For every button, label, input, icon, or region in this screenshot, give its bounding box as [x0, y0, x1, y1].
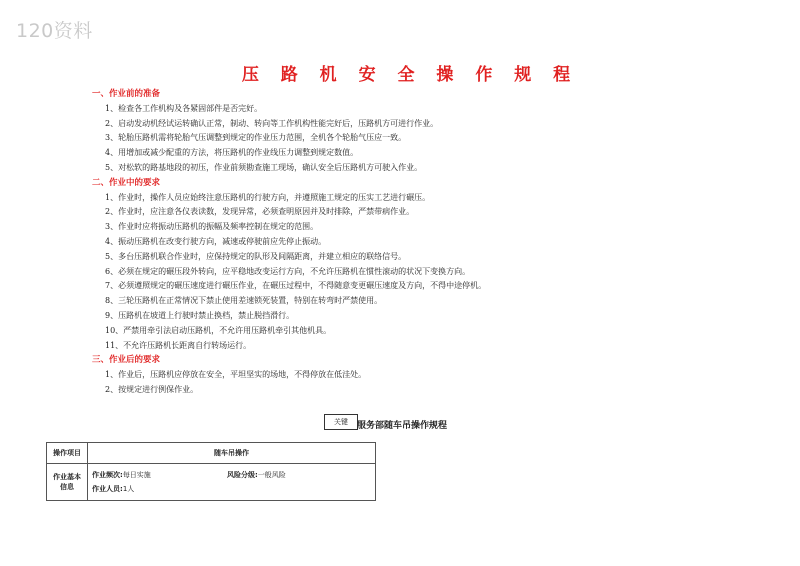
list-item: 2、启动发动机经试运转确认正常，制动、转向等工作机构性能完好后，压路机方可进行作业。 — [105, 118, 439, 128]
section-before-work — [92, 87, 712, 176]
staff-label: 作业人员: — [92, 485, 123, 493]
table-row — [47, 443, 376, 464]
list-item: 4、用增加或减少配重的方法，将压路机的作业线压力调整到规定数值。 — [105, 148, 359, 158]
list-item: 7、必须遵照规定的碾压速度进行碾压作业，在碾压过程中，不得随意变更碾压速度及方向，不得中途停机。 — [105, 281, 487, 291]
frequency-field — [92, 468, 227, 482]
basic-info-cell — [88, 464, 376, 501]
frequency-value: 每日实施 — [122, 471, 151, 479]
section-during-work — [92, 176, 712, 354]
list-item: 8、三轮压路机在正常情况下禁止使用差速锁死装置，特别在转弯时严禁使用。 — [105, 296, 383, 306]
staff-value: 1人 — [122, 485, 135, 493]
list-item: 2、作业时，应注意各仪表读数，发现异常，必须查明原因并及时排除，严禁带病作业。 — [105, 207, 415, 217]
list-item: 5、对松软的路基地段的初压，作业前须勘查施工现场，确认安全后压路机方可驶入作业。 — [105, 162, 423, 172]
subtitle: 服务部随车吊操作规程 — [357, 421, 448, 431]
basic-info-label: 作业基本信息 — [47, 464, 88, 501]
operation-item-label: 操作项目 — [47, 443, 88, 464]
list-item: 1、作业时，操作人员应始终注意压路机的行驶方向，并遵照施工规定的压实工艺进行碾压。 — [105, 192, 431, 202]
list-item: 1、作业后，压路机应停放在安全，平坦坚实的场地，不得停放在低洼处。 — [105, 370, 367, 380]
list-item: 5、多台压路机联合作业时，应保持规定的队形及间隔距离，并建立相应的联络信号。 — [105, 251, 407, 261]
list-item: 3、轮胎压路机需将轮胎气压调整到规定的作业压力范围，全机各个轮胎气压应一致。 — [105, 133, 407, 143]
list-item: 4、振动压路机在改变行驶方向，减速或停驶前应先停止振动。 — [105, 236, 327, 246]
staff-field — [92, 482, 227, 496]
risk-label: 风险分级: — [227, 471, 258, 479]
document-title: 压 路 机 安 全 操 作 规 程 — [241, 65, 579, 85]
list-item: 2、按规定进行例保作业。 — [105, 384, 199, 394]
section-heading: 三、作业后的要求 — [92, 355, 161, 366]
list-item: 3、作业时应将振动压路机的振幅及频率控制在规定的范围。 — [105, 222, 319, 232]
list-item: 6、必须在规定的碾压段外转向，应平稳地改变运行方向，不允许压路机在惯性滚动的状况下变换方向。 — [105, 266, 471, 276]
list-item: 11、不允许压路机长距离自行转场运行。 — [105, 340, 252, 350]
section-after-work — [92, 353, 712, 397]
table-row — [47, 464, 376, 501]
list-item: 9、压路机在坡道上行驶时禁止换档，禁止脱挡滑行。 — [105, 310, 295, 320]
keyword-box: 关键 — [324, 414, 358, 430]
list-item: 10、严禁用牵引法启动压路机，不允许用压路机牵引其他机具。 — [105, 325, 332, 335]
basic-info-row — [92, 468, 371, 482]
basic-info-row — [92, 482, 371, 496]
list-item: 1、检查各工作机构及各紧固部件是否完好。 — [105, 103, 263, 113]
risk-field — [227, 468, 362, 482]
operation-item-value: 随车吊操作 — [88, 443, 376, 464]
section-heading: 二、作业中的要求 — [92, 177, 161, 188]
frequency-label: 作业频次: — [92, 471, 123, 479]
risk-value: 一般风险 — [257, 471, 286, 479]
section-heading: 一、作业前的准备 — [92, 89, 161, 99]
procedure-body — [92, 87, 712, 398]
watermark: 120资料 — [16, 20, 93, 42]
info-table — [46, 442, 376, 501]
